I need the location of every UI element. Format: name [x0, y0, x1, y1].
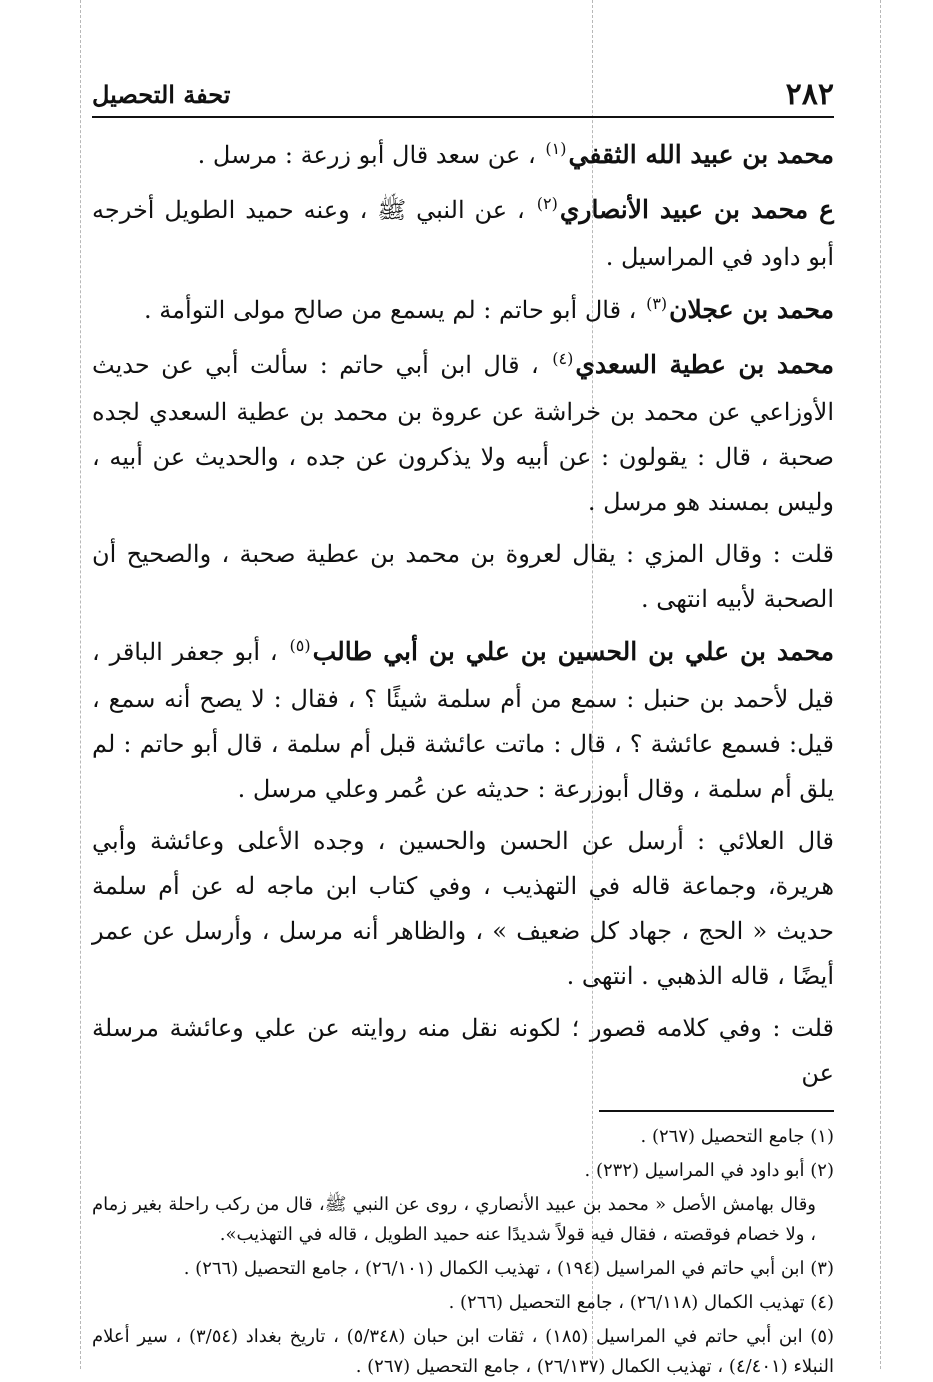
footnote-margin-note: وقال بهامش الأصل « محمد بن عبيد الأنصاري ، روى عن النبي ﷺ، قال من ركب راحلة بغير زمام ، ولا خصام فوقصته ، فقال فيه قولاً شديدًا عنه حميد الطويل ، قاله في التهذيب».	[92, 1194, 816, 1245]
entry-paragraph	[92, 287, 834, 335]
entry-name: محمد بن عجلان	[669, 295, 834, 324]
footnote: (٣) ابن أبي حاتم في المراسيل (١٩٤) ، تهذيب الكمال (٢٦/١٠١) ، جامع التحصيل (٢٦٦) .	[183, 1258, 834, 1279]
entry-text: ، عن سعد قال أبو زرعة : مرسل .	[197, 141, 536, 169]
entry-text: قلت : وقال المزي : يقال لعروة بن محمد بن عطية صحبة ، والصحيح أن الصحبة لأبيه انتهى .	[92, 540, 834, 613]
footnote: (١) جامع التحصيل (٢٦٧) .	[640, 1126, 834, 1147]
footnote-ref[interactable]: (٣)	[646, 294, 668, 313]
running-title: تحفة التحصيل	[92, 79, 231, 109]
entry-text: ، عن النبي ﷺ ، وعنه حميد الطويل أخرجه أبو داود في المراسيل .	[92, 196, 834, 271]
entry-text: ، قال ابن أبي حاتم : سألت أبي عن حديث الأوزاعي عن محمد بن خراشة عن عروة بن محمد بن عطية السعدي لجده صحبة ، قال : يقولون : عن أبيه ولا يذكرون عن جده ، والحديث عن أبيه ، وليس بمسند هو مرسل .	[92, 351, 834, 516]
footnote: (٢) أبو داود في المراسيل (٢٣٢) .	[584, 1160, 834, 1181]
commentary-paragraph	[92, 819, 834, 999]
footnote-divider	[599, 1110, 834, 1112]
entry-name: ع محمد بن عبيد الأنصاري	[559, 195, 834, 224]
page-number: ٢٨٢	[785, 76, 834, 112]
commentary-paragraph	[92, 1006, 834, 1096]
entry-paragraph	[92, 132, 834, 180]
entry-name: محمد بن عطية السعدي	[575, 350, 834, 379]
book-page	[92, 72, 835, 1377]
footnote-ref[interactable]: (١)	[545, 139, 567, 158]
entry-paragraph	[92, 342, 834, 525]
footnotes	[92, 1122, 834, 1382]
entry-text: ، قال أبو حاتم : لم يسمع من صالح مولى التوأمة .	[144, 296, 637, 324]
footnote-ref[interactable]: (٥)	[289, 636, 311, 655]
entry-text: قال العلائي : أرسل عن الحسن والحسين ، وجده الأعلى وعائشة وأبي هريرة، وجماعة قاله في التهذيب ، وفي كتاب ابن ماجه له عن أم سلمة حديث « الحج ، جهاد كل ضعيف » ، والظاهر أنه مرسل ، وأرسل عن عمر أيضًا ، قاله الذهبي . انتهى .	[92, 827, 834, 990]
scan-guide-line	[80, 0, 81, 1369]
scan-guide-line	[880, 0, 881, 1369]
footnote: (٥) ابن أبي حاتم في المراسيل (١٨٥) ، ثقات ابن حبان (٥/٣٤٨) ، تاريخ بغداد (٣/٥٤) ، سير أعلام النبلاء (٤/٤٠١) ، تهذيب الكمال (٢٦/١٣٧) ، جامع التحصيل (٢٦٧) .	[92, 1326, 835, 1377]
entry-text: ، أبو جعفر الباقر ، قيل لأحمد بن حنبل : سمع من أم سلمة شيئًا ؟ ، فقال : لا يصح أنه سمع ، قيل: فسمع عائشة ؟ ، قال : ماتت عائشة قبل أم سلمة ، قال أبو حاتم : لم يلق أم سلمة ، وقال أبوزرعة : حديثه عن عُمر وعلي مرسل .	[92, 638, 834, 803]
entry-name: محمد بن علي بن الحسين بن علي بن أبي طالب	[312, 637, 834, 666]
footnote-ref[interactable]: (٤)	[552, 349, 574, 368]
entry-text: قلت : وفي كلامه قصور ؛ لكونه نقل منه روايته عن علي وعائشة مرسلة عن	[92, 1014, 834, 1087]
footnote-ref[interactable]: (٢)	[536, 194, 558, 213]
commentary-paragraph	[92, 532, 834, 622]
page-header	[92, 72, 834, 118]
entry-paragraph	[92, 629, 834, 812]
entry-paragraph	[92, 187, 834, 280]
entry-name: محمد بن عبيد الله الثقفي	[568, 140, 834, 169]
main-text	[92, 132, 834, 1096]
footnote: (٤) تهذيب الكمال (٢٦/١١٨) ، جامع التحصيل (٢٦٦) .	[448, 1292, 834, 1313]
